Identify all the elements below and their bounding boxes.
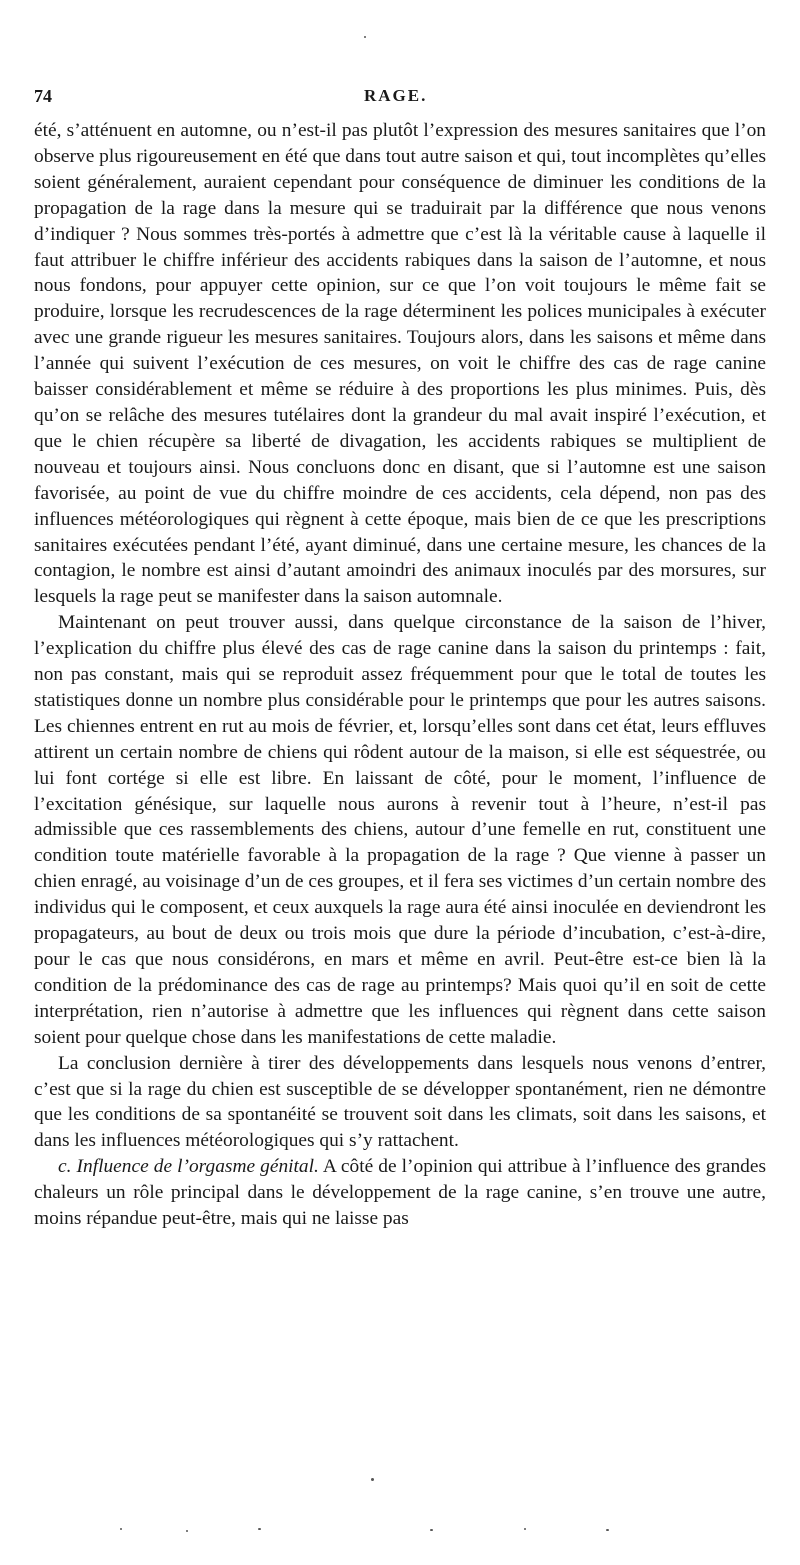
running-title: RAGE. — [364, 86, 428, 105]
section-heading: c. Influence de l’orgasme génital. — [58, 1156, 319, 1178]
scan-speck — [606, 1529, 609, 1531]
paragraph-2: Maintenant on peut trouver aussi, dans quelque circonstance de la saison de l’hiver, l’explication du chiffre plus élevé des cas de rage canine dans la saison du printemps : fait, non pas constant, mais qui se reproduit assez fréquemment pour que le total de toutes les statistiques donne un nombre plus considérable pour le printemps que pour les autres saisons. Les chiennes entrent en rut au mois de février, et, lorsqu’elles sont dans cet état, leurs effluves attirent un certain nombre de chiens qui rôdent autour de la maison, si elle est séquestrée, ou lui font cortége si elle est libre. En laissant de côté, pour le moment, l’influence de l’excitation génésique, sur laquelle nous aurons à revenir tout à l’heure, n’est-il pas admissible que ces rassemblements des chiens, autour d’une femelle en rut, constituent une condition toute matérielle favorable à la propagation de la rage ? Que vienne à passer un chien enragé, au voisinage d’un de ces groupes, et il fera ses victimes d’un certain nombre des individus qui le composent, et ceux auxquels la rage aura été ainsi inoculée en deviendront les propagateurs, au bout de deux ou trois mois que dure la période d’incubation, c’est-à-dire, pour le cas que nous considérons, en mars et même en avril. Peut-être est-ce bien là la condition de la prédominance des cas de rage au printemps? Mais quoi qu’il en soit de cette interprétation, rien n’autorise à admettre que les influences qui règnent dans cette saison soient pour quelque chose dans les manifestations de cette maladie. — [34, 612, 766, 1048]
scan-speck — [371, 1478, 374, 1481]
paragraph-1: été, s’atténuent en automne, ou n’est-il pas plutôt l’expression des mesures sanitaires que l’on observe plus rigoureusement en été que dans tout autre saison et qui, tout incomplètes qu’elles soient généralement, auraient cependant pour conséquence de diminuer les conditions de la propagation de la rage dans la mesure qui se traduirait par la différence que nous venons d’indiquer ? Nous sommes très-portés à admettre que c’est là la véritable cause à laquelle il faut attribuer le chiffre inférieur des accidents rabiques dans la saison de l’automne, et nous nous fondons, pour appuyer cette opinion, sur ce que l’on voit toujours le même fait se produire, lorsque les recrudescences de la rage déterminent les polices municipales à exécuter avec une grande rigueur les mesures sanitaires. Toujours alors, dans les saisons et même dans l’année qui suivent l’exécution de ces mesures, on voit le chiffre des cas de rage canine baisser considérablement et même se réduire à des proportions les plus minimes. Puis, dès qu’on se relâche des mesures tutélaires dont la grandeur du mal avait inspiré l’exécution, et que le chien récupère sa liberté de divagation, les accidents rabiques se multiplient de nouveau et toujours ainsi. Nous concluons donc en disant, que si l’automne est une saison favorisée, au point de vue du chiffre moindre de ces accidents, cela dépend, non pas des influences météorologiques qui règnent à cette époque, mais bien de ce que les prescriptions sanitaires exécutées pendant l’été, ayant diminué, dans une certaine mesure, les chances de la contagion, le nombre est ainsi d’autant amoindri des animaux inoculés par des morsures, sur lesquels la rage peut se manifester dans la saison automnale. — [34, 120, 766, 608]
book-page — [34, 86, 766, 1232]
paragraph-3: La conclusion dernière à tirer des développements dans lesquels nous venons d’entrer, c’est que si la rage du chien est susceptible de se développer spontanément, rien ne démontre que les conditions de sa spontanéité se trouvent soit dans les climats, soit dans les saisons, et dans les influences météorologiques qui s’y rattachent. — [34, 1052, 766, 1152]
scan-speck — [120, 1528, 122, 1530]
scan-speck — [524, 1528, 526, 1530]
body-text — [34, 118, 766, 1232]
paragraph-4 — [34, 1154, 766, 1232]
scan-speck — [364, 36, 366, 38]
scan-speck — [258, 1528, 261, 1530]
paragraph-4-text: A côté de l’opinion qui attribue à l’influence des grandes chaleurs un rôle principal dans le développement de la rage canine, s’en trouve une autre, moins répandue peut-être, mais qui ne laisse pas — [34, 1156, 766, 1230]
scan-speck — [186, 1530, 188, 1532]
scan-speck — [430, 1529, 433, 1531]
running-head — [34, 86, 766, 116]
page-number: 74 — [34, 86, 52, 106]
